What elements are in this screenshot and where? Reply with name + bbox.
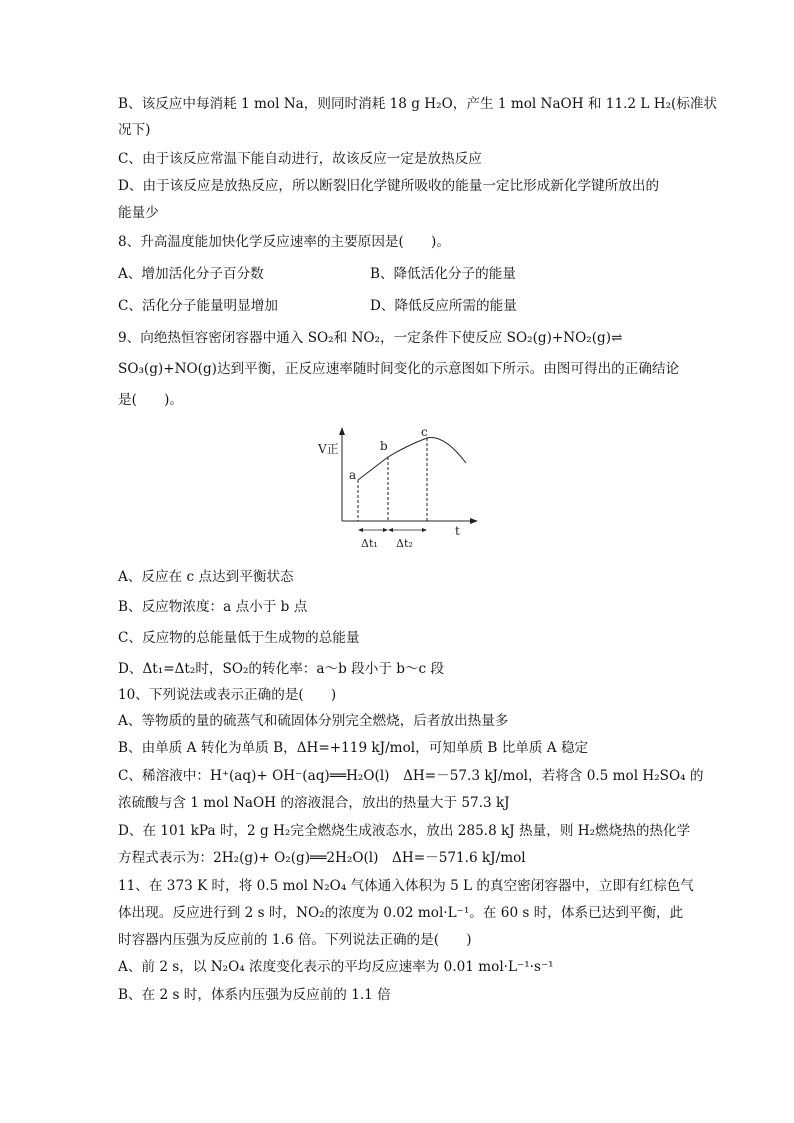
line-7d-1: D、由于该反应是放热反应，所以断裂旧化学键所吸收的能量一定比形成新化学键所放出的	[118, 178, 660, 194]
point-a-label: a	[349, 468, 357, 482]
q8-option-b: B、降低活化分子的能量	[370, 266, 516, 282]
y-axis-arrow	[339, 427, 345, 435]
q8-option-d: D、降低反应所需的能量	[370, 298, 517, 314]
q10-option-d-2: 方程式表示为：2H₂(g)+ O₂(g)══2H₂O(l) ΔH=－571.6 kJ/mol	[118, 850, 526, 866]
q9-option-a: A、反应在 c 点达到平衡状态	[118, 569, 294, 585]
point-c-label: c	[421, 425, 428, 439]
line-7d-2: 能量少	[118, 205, 159, 221]
question-11-line-2: 体出现。反应进行到 2 s 时，NO₂的浓度为 0.02 mol·L⁻¹。在 60 s 时，体系已达到平衡，此	[118, 905, 684, 921]
line-7b-2: 况下)	[118, 122, 151, 138]
question-9-line-2: SO₃(g)+NO(g)达到平衡，正反应速率随时间变化的示意图如下所示。由图可得出的正确结论	[118, 361, 680, 377]
q9-option-d: D、Δt₁=Δt₂时，SO₂的转化率：a～b 段小于 b～c 段	[118, 661, 445, 677]
q9-option-b: B、反应物浓度：a 点小于 b 点	[118, 599, 308, 615]
dt2-arrow-right	[422, 528, 427, 532]
question-9-line-1: 9、向绝热恒容密闭容器中通入 SO₂和 NO₂，一定条件下使反应 SO₂(g)+NO₂(g)⇌	[118, 330, 623, 346]
line-7c: C、由于该反应常温下能自动进行，故该反应一定是放热反应	[118, 151, 482, 167]
q11-option-a: A、前 2 s，以 N₂O₄ 浓度变化表示的平均反应速率为 0.01 mol·L⁻¹·s⁻¹	[118, 959, 554, 975]
q10-option-c-2: 浓硫酸与含 1 mol NaOH 的溶液混合，放出的热量大于 57.3 kJ	[118, 795, 510, 811]
q10-option-b: B、由单质 A 转化为单质 B，ΔH=+119 kJ/mol，可知单质 B 比单质 A 稳定	[118, 740, 589, 756]
question-11-line-1: 11、在 373 K 时，将 0.5 mol N₂O₄ 气体通入体积为 5 L 的真空密闭容器中，立即有红棕色气	[118, 878, 694, 894]
rate-curve	[358, 438, 466, 480]
point-b-label: b	[380, 439, 388, 453]
rate-time-diagram	[316, 425, 486, 555]
dt2-label: Δt₂	[396, 537, 413, 550]
q10-option-a: A、等物质的量的硫蒸气和硫固体分别完全燃烧，后者放出热量多	[118, 713, 509, 729]
line-7b-1: B、该反应中每消耗 1 mol Na，则同时消耗 18 g H₂O，产生 1 mol NaOH 和 11.2 L H₂(标准状	[118, 96, 718, 112]
x-axis-label: t	[455, 524, 460, 538]
question-9-line-3: 是( )。	[118, 392, 183, 408]
q10-option-d-1: D、在 101 kPa 时，2 g H₂完全燃烧生成液态水，放出 285.8 kJ 热量，则 H₂燃烧热的热化学	[118, 823, 691, 839]
question-8: 8、升高温度能加快化学反应速率的主要原因是( )。	[118, 234, 450, 250]
q10-option-c-1: C、稀溶液中：H⁺(aq)+ OH⁻(aq)══H₂O(l) ΔH=－57.3 kJ/mol，若将含 0.5 mol H₂SO₄ 的	[118, 768, 704, 784]
question-10: 10、下列说法或表示正确的是( )	[118, 687, 337, 703]
q8-option-a: A、增加活化分子百分数	[118, 266, 264, 282]
dt2-arrow-left	[388, 528, 393, 532]
q9-option-c: C、反应物的总能量低于生成物的总能量	[118, 630, 360, 646]
dt1-arrow-left	[358, 528, 363, 532]
dt1-label: Δt₁	[361, 537, 378, 550]
x-axis-arrow	[470, 518, 478, 524]
q8-option-c: C、活化分子能量明显增加	[118, 298, 278, 314]
question-11-line-3: 时容器内压强为反应前的 1.6 倍。下列说法正确的是( )	[118, 932, 472, 948]
q11-option-b: B、在 2 s 时，体系内压强为反应前的 1.1 倍	[118, 987, 391, 1003]
y-axis-label: V正	[318, 442, 339, 456]
dt1-arrow-right	[383, 528, 388, 532]
